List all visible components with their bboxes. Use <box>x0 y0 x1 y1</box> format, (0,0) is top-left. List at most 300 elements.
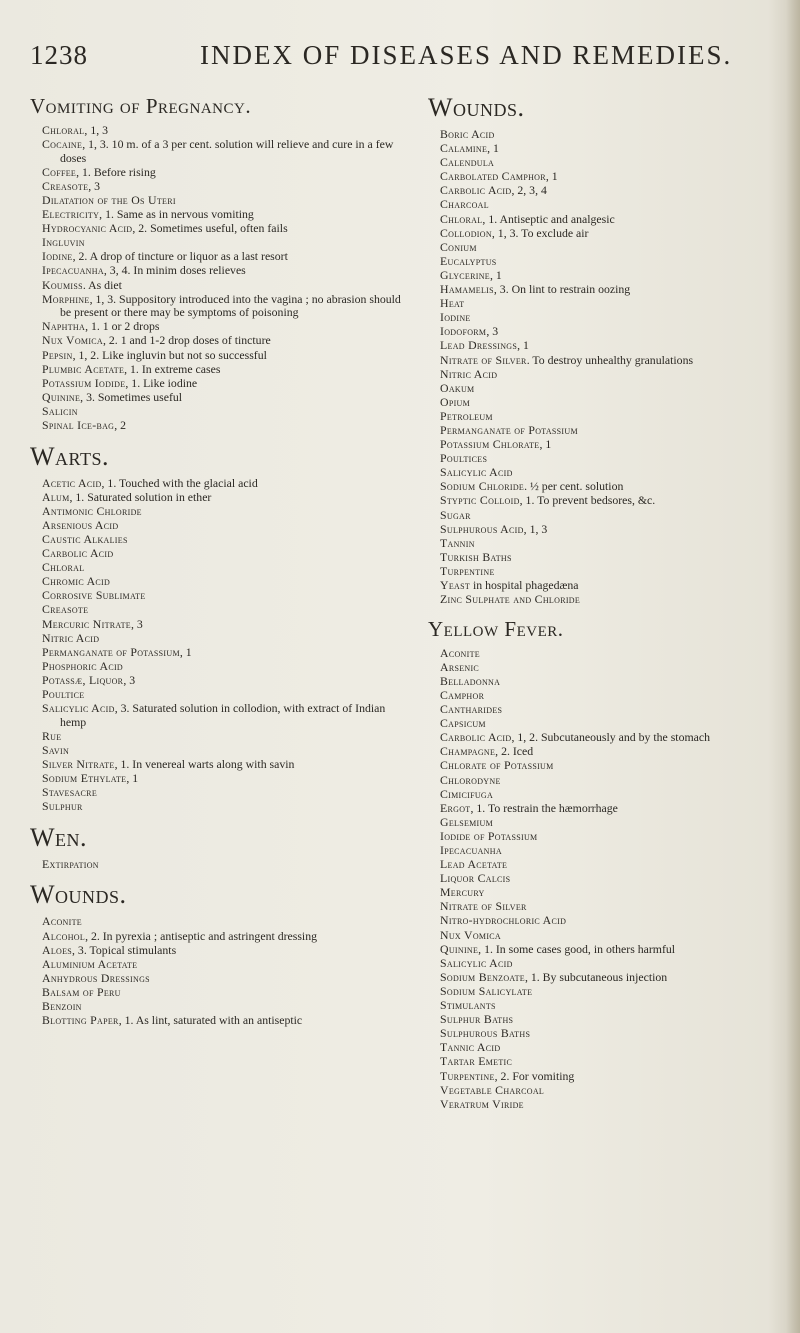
entry-term: Carbolic Acid <box>42 546 114 561</box>
index-entry <box>36 391 406 405</box>
page-spine-shadow <box>786 0 800 1333</box>
entry-term: Permanganate of Potassium <box>440 422 578 437</box>
index-entry <box>434 438 788 452</box>
entry-note: , 1. Before rising <box>76 164 156 179</box>
index-entry <box>36 930 406 944</box>
entry-term: Oakum <box>440 380 475 395</box>
entry-note: , 1. Touched with the glacial acid <box>101 475 258 490</box>
entry-term: Mercury <box>440 885 485 900</box>
index-entry <box>36 279 406 293</box>
entry-term: Turpentine <box>440 563 495 578</box>
entry-term: Aconite <box>42 914 82 929</box>
index-entry <box>434 689 788 703</box>
index-entry <box>36 730 406 744</box>
entry-term: Sugar <box>440 507 471 522</box>
index-entry <box>434 816 788 830</box>
entry-term: Heat <box>440 296 465 311</box>
entry-term: Chloral <box>440 211 483 226</box>
index-entry <box>434 354 788 368</box>
index-entry <box>434 311 788 325</box>
entry-term: Liquor Calcis <box>440 871 511 886</box>
entry-list <box>428 128 788 607</box>
entry-term: Koumiss <box>42 277 83 292</box>
index-entry <box>36 363 406 377</box>
left-column <box>30 94 406 1028</box>
index-entry <box>434 774 788 788</box>
entry-term: Spinal Ice-bag <box>42 417 115 432</box>
entry-term: Vegetable Charcoal <box>440 1082 545 1097</box>
entry-term: Dilatation of the Os Uteri <box>42 192 176 207</box>
section-heading-wen: Wen. <box>30 822 88 852</box>
entry-note: , 3 <box>88 178 101 193</box>
entry-term: Salicylic Acid <box>440 955 513 970</box>
entry-note: , 1. In some cases good, in others harmful <box>478 941 676 956</box>
index-entry <box>36 758 406 772</box>
index-entry <box>36 222 406 236</box>
index-entry <box>434 830 788 844</box>
entry-term: Carbolated Camphor <box>440 169 546 184</box>
index-entry <box>36 320 406 334</box>
entry-note: , 1 <box>545 169 558 184</box>
entry-term: Iodine <box>42 249 73 264</box>
entry-term: Cantharides <box>440 702 503 717</box>
index-entry <box>36 972 406 986</box>
index-entry <box>36 1014 406 1028</box>
section-heading-warts: Warts. <box>30 441 109 471</box>
entry-note: , 1. 1 or 2 drops <box>85 319 160 334</box>
entry-list <box>30 477 406 814</box>
index-entry <box>36 208 406 222</box>
index-entry <box>434 1013 788 1027</box>
index-entry <box>434 551 788 565</box>
entry-term: Eucalyptus <box>440 253 497 268</box>
entry-term: Sulphurous Acid <box>440 521 524 536</box>
entry-term: Potassium Iodide <box>42 375 126 390</box>
index-entry <box>36 547 406 561</box>
index-entry <box>434 971 788 985</box>
entry-list <box>428 647 788 1112</box>
entry-term: Arsenic <box>440 659 480 674</box>
entry-note: , 1. In venereal warts along with savin <box>114 756 295 771</box>
entry-term: Sodium Ethylate <box>42 771 127 786</box>
entry-term: Potassæ, Liquor <box>42 672 124 687</box>
entry-term: Sodium Salicylate <box>440 983 533 998</box>
index-entry <box>36 589 406 603</box>
index-entry <box>434 368 788 382</box>
index-entry <box>36 477 406 491</box>
entry-term: Carbolic Acid <box>440 183 512 198</box>
index-entry <box>434 759 788 773</box>
index-entry <box>36 646 406 660</box>
entry-term: Sulphur <box>42 799 83 814</box>
entry-term: Chlorate of Potassium <box>440 758 554 773</box>
section-heading-yellow-fever: Yellow Fever. <box>428 616 564 641</box>
entry-term: Sodium Benzoate <box>440 969 525 984</box>
entry-term: Camphor <box>440 687 485 702</box>
entry-term: Ingluvin <box>42 235 85 250</box>
entry-note: , 2. 1 and 1-2 drop doses of tincture <box>103 333 271 348</box>
entry-term: Carbolic Acid <box>440 730 512 745</box>
entry-note: , 2 <box>114 417 127 432</box>
entry-term: Anhydrous Dressings <box>42 970 150 985</box>
entry-term: Electricity <box>42 207 100 222</box>
entry-term: Lead Acetate <box>440 857 508 872</box>
index-entry <box>434 325 788 339</box>
entry-term: Collodion <box>440 225 492 240</box>
entry-term: Chloral <box>42 123 85 137</box>
index-entry <box>36 858 406 872</box>
index-entry <box>434 494 788 508</box>
index-entry <box>434 957 788 971</box>
entry-term: Balsam of Peru <box>42 984 121 999</box>
entry-term: Styptic Colloid <box>440 493 520 508</box>
index-entry <box>434 647 788 661</box>
index-entry <box>434 128 788 142</box>
entry-term: Acetic Acid <box>42 475 102 490</box>
entry-term: Potassium Chlorate <box>440 437 540 452</box>
index-entry <box>434 339 788 353</box>
entry-note: , 1, 3. Suppository introduced into the vagina ; no abrasion should be present or there may be symptoms of poisoning <box>60 291 401 320</box>
entry-note: , 3. Saturated solution in collodion, with extract of Indian hemp <box>60 701 386 729</box>
index-entry <box>434 466 788 480</box>
index-entry <box>36 688 406 702</box>
index-entry <box>434 731 788 745</box>
index-entry <box>434 1084 788 1098</box>
entry-note: , 3 <box>130 616 143 631</box>
entry-term: Corrosive Sublimate <box>42 588 146 603</box>
index-entry <box>36 519 406 533</box>
entry-note: , 1, 3 <box>84 123 109 137</box>
entry-term: Iodine <box>440 310 471 325</box>
entry-term: Tannic Acid <box>440 1040 501 1055</box>
index-entry <box>434 382 788 396</box>
index-entry <box>434 886 788 900</box>
index-entry <box>434 1041 788 1055</box>
entry-note: . ½ per cent. solution <box>524 479 624 494</box>
entry-note: , 1, 3 <box>523 521 548 536</box>
index-entry <box>434 198 788 212</box>
entry-term: Nitrate of Silver <box>440 352 527 367</box>
index-entry <box>434 509 788 523</box>
entry-note: , 1. Antiseptic and analgesic <box>482 211 615 226</box>
entry-term: Gelsemium <box>440 814 493 829</box>
index-entry <box>434 858 788 872</box>
entry-term: Conium <box>440 239 477 254</box>
entry-note: , 1 <box>179 644 192 659</box>
section-heading-wounds: Wounds. <box>428 93 525 122</box>
page-header <box>0 40 800 80</box>
index-entry <box>36 986 406 1000</box>
entry-term: Cimicifuga <box>440 786 494 801</box>
entry-list <box>30 858 406 872</box>
entry-term: Creasote <box>42 178 89 193</box>
entry-term: Alum <box>42 489 70 504</box>
entry-note: , 2. In pyrexia ; antiseptic and astringent dressing <box>85 928 318 943</box>
index-entry <box>434 985 788 999</box>
index-entry <box>36 419 406 433</box>
entry-term: Yeast <box>440 578 471 592</box>
index-entry <box>434 156 788 170</box>
index-entry <box>36 575 406 589</box>
entry-term: Phosphoric Acid <box>42 658 123 673</box>
entry-term: Poultice <box>42 686 85 701</box>
index-entry <box>36 744 406 758</box>
index-entry <box>36 786 406 800</box>
index-entry <box>36 349 406 363</box>
entry-term: Turkish Baths <box>440 549 512 564</box>
entry-term: Belladonna <box>440 673 501 688</box>
entry-term: Naphtha <box>42 319 86 334</box>
entry-note: , 1 <box>517 338 529 353</box>
index-entry <box>434 802 788 816</box>
index-entry <box>434 661 788 675</box>
index-entry <box>434 142 788 156</box>
entry-term: Salicylic Acid <box>440 465 513 480</box>
index-entry <box>434 452 788 466</box>
entry-term: Zinc Sulphate and Chloride <box>440 592 581 607</box>
entry-note: , 3. Topical stimulants <box>72 942 177 957</box>
entry-note: . As diet <box>82 277 122 292</box>
entry-term: Capsicum <box>440 716 486 731</box>
entry-term: Chloral <box>42 560 85 575</box>
entry-term: Glycerine <box>440 267 490 282</box>
entry-note: , 3 <box>486 324 499 339</box>
entry-term: Aconite <box>440 645 480 660</box>
entry-term: Blotting Paper <box>42 1013 119 1028</box>
entry-note: in hospital phagedæna <box>470 578 579 592</box>
index-entry <box>36 138 406 165</box>
index-entry <box>434 537 788 551</box>
section-heading-vomiting-of-pregnancy: Vomiting of Pregnancy. <box>30 94 252 118</box>
index-entry <box>36 505 406 519</box>
index-entry <box>36 264 406 278</box>
index-entry <box>36 166 406 180</box>
index-entry <box>434 410 788 424</box>
index-entry <box>36 772 406 786</box>
entry-note: , 1. Same as in nervous vomiting <box>99 207 254 222</box>
index-entry <box>434 241 788 255</box>
entry-term: Petroleum <box>440 408 493 423</box>
entry-term: Iodoform <box>440 324 487 339</box>
index-entry <box>36 377 406 391</box>
index-entry <box>434 227 788 241</box>
index-entry <box>434 900 788 914</box>
entry-term: Charcoal <box>440 197 489 212</box>
entry-term: Nitric Acid <box>440 366 498 381</box>
entry-term: Stavesacre <box>42 785 98 800</box>
entry-note: , 2. For vomiting <box>494 1068 575 1083</box>
entry-note: . To destroy unhealthy granulations <box>526 352 694 367</box>
index-entry <box>434 269 788 283</box>
index-entry <box>36 250 406 264</box>
index-entry <box>434 943 788 957</box>
entry-term: Turpentine <box>440 1068 495 1083</box>
entry-term: Pepsin <box>42 347 73 362</box>
entry-note: , 1. To prevent bedsores, &c. <box>519 493 656 508</box>
index-entry <box>36 958 406 972</box>
page-number: 1238 <box>30 40 88 70</box>
index-entry <box>36 632 406 646</box>
index-entry <box>434 1070 788 1084</box>
index-entry <box>434 703 788 717</box>
entry-term: Calamine <box>440 141 488 156</box>
entry-term: Tartar Emetic <box>440 1054 513 1069</box>
entry-note: , 1. In extreme cases <box>124 361 221 376</box>
entry-note: , 1. To restrain the hæmorrhage <box>470 800 618 815</box>
entry-term: Quinine <box>440 941 479 956</box>
entry-note: , 1. Like iodine <box>125 375 198 390</box>
index-entry <box>36 236 406 250</box>
entry-note: , 1 <box>487 141 499 156</box>
index-entry <box>434 184 788 198</box>
index-entry <box>36 702 406 729</box>
entry-term: Sodium Chloride <box>440 479 525 494</box>
index-entry <box>36 660 406 674</box>
entry-term: Iodide of Potassium <box>440 828 538 843</box>
entry-note: , 1. Saturated solution in ether <box>69 489 212 504</box>
entry-note: , 1 <box>539 437 552 452</box>
entry-note: , 2. A drop of tincture or liquor as a last resort <box>72 249 288 264</box>
entry-term: Hamamelis <box>440 282 494 297</box>
entry-note: , 1, 2. Subcutaneously and by the stomach <box>511 730 711 745</box>
entry-term: Cocaine <box>42 137 83 152</box>
entry-term: Ergot <box>440 800 471 815</box>
index-entry <box>36 674 406 688</box>
entry-term: Quinine <box>42 389 81 404</box>
entry-term: Lead Dressings <box>440 338 518 353</box>
entry-term: Tannin <box>440 535 475 550</box>
entry-term: Benzoin <box>42 998 82 1013</box>
index-entry <box>36 800 406 814</box>
index-entry <box>36 915 406 929</box>
index-entry <box>36 194 406 208</box>
entry-term: Alcohol <box>42 928 86 943</box>
entry-term: Nitro-hydrochloric Acid <box>440 913 567 928</box>
entry-term: Morphine <box>42 291 90 306</box>
right-column <box>428 94 788 1112</box>
entry-term: Savin <box>42 742 70 757</box>
index-entry <box>434 844 788 858</box>
entry-term: Calendula <box>440 155 495 170</box>
index-entry <box>434 872 788 886</box>
entry-term: Arsenious Acid <box>42 517 119 532</box>
index-entry <box>434 480 788 494</box>
index-entry <box>434 999 788 1013</box>
entry-note: , 3. On lint to restrain oozing <box>493 282 631 297</box>
entry-term: Creasote <box>42 602 89 617</box>
index-entry <box>434 424 788 438</box>
entry-term: Silver Nitrate <box>42 756 115 771</box>
entry-note: , 2. Sometimes useful, often fails <box>132 221 288 236</box>
index-entry <box>434 745 788 759</box>
entry-term: Plumbic Acetate <box>42 361 125 376</box>
entry-term: Nux Vomica <box>42 333 103 348</box>
index-entry <box>36 944 406 958</box>
entry-note: , 1. As lint, saturated with an antiseptic <box>118 1013 303 1028</box>
index-entry <box>434 914 788 928</box>
entry-note: , 1, 3. 10 m. of a 3 per cent. solution will relieve and cure in a few doses <box>60 137 394 165</box>
index-entry <box>434 523 788 537</box>
entry-term: Boric Acid <box>440 127 495 141</box>
index-entry <box>434 675 788 689</box>
index-entry <box>36 293 406 320</box>
entry-term: Chromic Acid <box>42 574 111 589</box>
entry-note: , 2, 3, 4 <box>511 183 547 198</box>
index-entry <box>434 213 788 227</box>
entry-list <box>30 124 406 433</box>
index-entry <box>434 579 788 593</box>
index-entry <box>434 255 788 269</box>
entry-note: , 1, 3. To exclude air <box>491 225 589 240</box>
entry-term: Salicin <box>42 403 78 418</box>
entry-term: Rue <box>42 728 62 743</box>
entry-note: , 3, 4. In minim doses relieves <box>103 263 246 278</box>
index-entry <box>36 618 406 632</box>
index-entry <box>36 491 406 505</box>
entry-term: Mercuric Nitrate <box>42 616 131 631</box>
entry-term: Permanganate of Potassium <box>42 644 180 659</box>
index-entry <box>36 180 406 194</box>
entry-term: Caustic Alkalies <box>42 531 128 546</box>
entry-term: Hydrocyanic Acid <box>42 221 133 236</box>
index-entry <box>434 283 788 297</box>
index-entry <box>36 124 406 138</box>
entry-term: Antimonic Chloride <box>42 503 142 518</box>
entry-note: , 3 <box>123 672 136 687</box>
entry-note: , 2. Iced <box>495 744 534 759</box>
entry-term: Aluminium Acetate <box>42 956 138 971</box>
index-entry <box>434 593 788 607</box>
entry-term: Chlorodyne <box>440 772 501 787</box>
index-entry <box>434 1027 788 1041</box>
entry-term: Veratrum Viride <box>440 1096 524 1111</box>
index-entry <box>434 170 788 184</box>
entry-term: Salicylic Acid <box>42 701 115 716</box>
entry-term: Stimulants <box>440 998 496 1013</box>
entry-term: Nux Vomica <box>440 927 501 942</box>
entry-term: Ipecacuanha <box>42 263 104 278</box>
index-entry <box>36 1000 406 1014</box>
entry-note: , 3. Sometimes useful <box>80 389 183 404</box>
index-entry <box>434 1098 788 1112</box>
index-entry <box>36 603 406 617</box>
entry-term: Nitric Acid <box>42 630 100 645</box>
entry-term: Coffee <box>42 164 77 179</box>
index-entry <box>434 1055 788 1069</box>
index-entry <box>434 297 788 311</box>
entry-term: Poultices <box>440 451 488 466</box>
entry-term: Sulphurous Baths <box>440 1026 531 1041</box>
entry-list <box>30 915 406 1027</box>
index-entry <box>36 405 406 419</box>
index-entry <box>36 533 406 547</box>
entry-term: Ipecacuanha <box>440 843 502 857</box>
entry-term: Extirpation <box>42 856 99 871</box>
entry-term: Opium <box>440 394 471 409</box>
index-entry <box>434 788 788 802</box>
entry-note: , 1 <box>126 771 139 786</box>
index-entry <box>434 929 788 943</box>
entry-term: Aloes <box>42 942 73 957</box>
index-entry <box>434 565 788 579</box>
section-heading-wounds: Wounds. <box>30 880 127 910</box>
index-entry <box>36 334 406 348</box>
entry-note: , 1 <box>489 267 502 282</box>
entry-note: , 1, 2. Like ingluvin but not so successful <box>72 347 267 362</box>
index-entry <box>434 396 788 410</box>
running-title: INDEX OF DISEASES AND REMEDIES. <box>200 40 733 70</box>
entry-term: Champagne <box>440 744 496 759</box>
